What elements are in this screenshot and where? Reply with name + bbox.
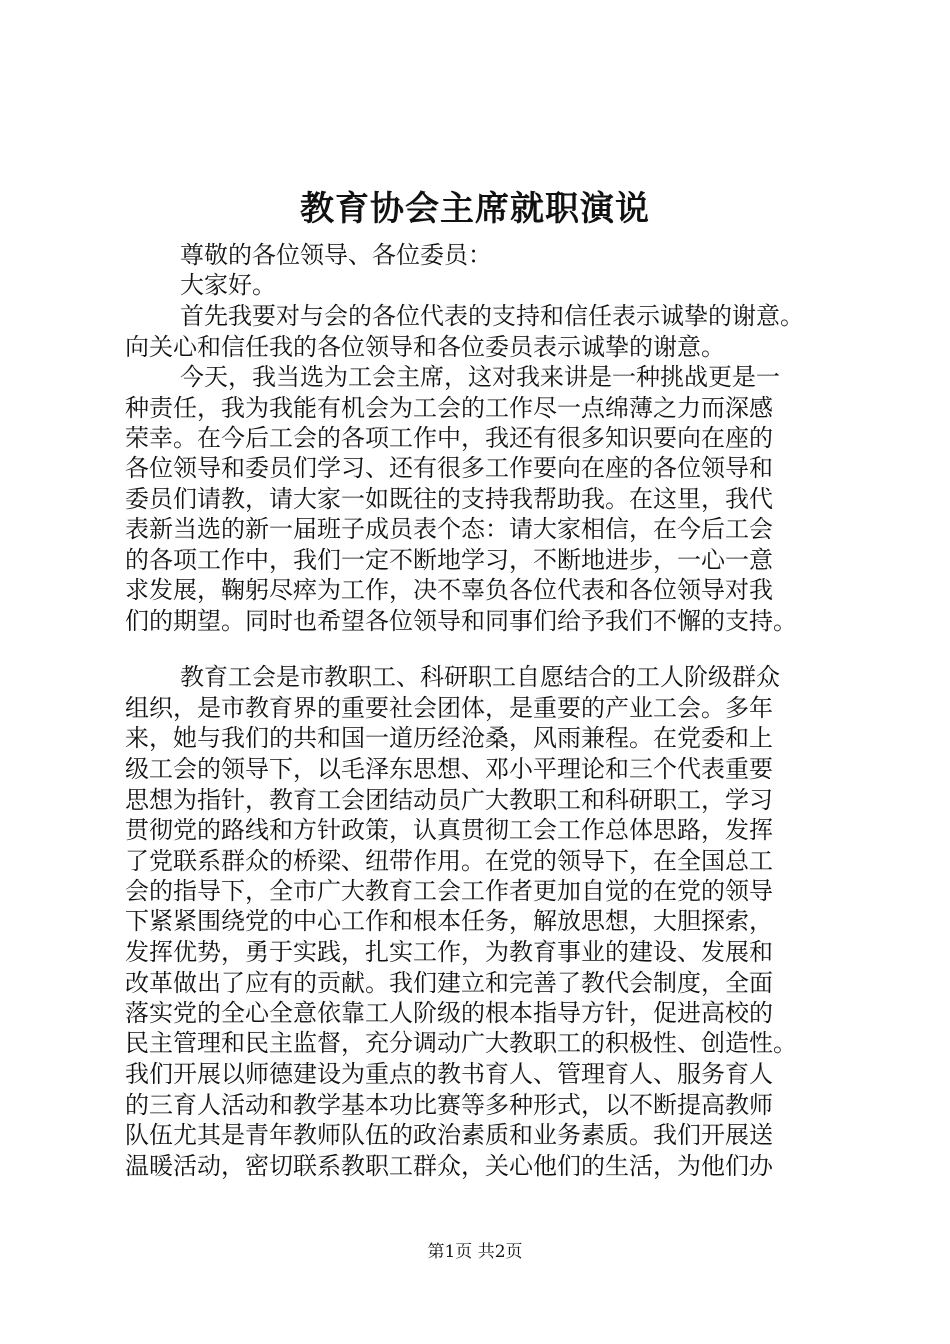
text-line: 组织，是市教育界的重要社会团体，是重要的产业工会。多年 bbox=[125, 694, 773, 722]
text-line: 表新当选的新一届班子成员表个态：请大家相信，在今后工会 bbox=[125, 515, 773, 543]
page-footer: 第1页 共2页 bbox=[427, 1242, 523, 1262]
text-line: 教育工会是市教职工、科研职工自愿结合的工人阶级群众 bbox=[180, 663, 780, 691]
text-line: 贯彻党的路线和方针政策，认真贯彻工会工作总体思路，发挥 bbox=[125, 816, 773, 844]
text-line: 落实党的全心全意依靠工人阶级的根本指导方针，促进高校的 bbox=[125, 999, 773, 1027]
text-line: 的三育人活动和教学基本功比赛等多种形式，以不断提高教师 bbox=[125, 1091, 773, 1119]
text-line: 民主管理和民主监督，充分调动广大教职工的积极性、创造性。 bbox=[125, 1029, 797, 1057]
text-line: 委员们请教，请大家一如既往的支持我帮助我。在这里，我代 bbox=[125, 485, 773, 513]
text-line: 发挥优势，勇于实践，扎实工作，为教育事业的建设、发展和 bbox=[125, 938, 773, 966]
text-line: 了党联系群众的桥梁、纽带作用。在党的领导下，在全国总工 bbox=[125, 847, 773, 875]
text-line: 向关心和信任我的各位领导和各位委员表示诚挚的谢意。 bbox=[125, 333, 725, 361]
document-title: 教育协会主席就职演说 bbox=[300, 189, 650, 229]
text-line: 改革做出了应有的贡献。我们建立和完善了教代会制度，全面 bbox=[125, 969, 773, 997]
text-line: 求发展，鞠躬尽瘁为工作，决不辜负各位代表和各位领导对我 bbox=[125, 576, 773, 604]
text-line: 荣幸。在今后工会的各项工作中，我还有很多知识要向在座的 bbox=[125, 424, 773, 452]
text-line: 种责任，我为我能有机会为工会的工作尽一点绵薄之力而深感 bbox=[125, 394, 773, 422]
text-line: 们的期望。同时也希望各位领导和同事们给予我们不懈的支持。 bbox=[125, 607, 797, 635]
text-line: 今天，我当选为工会主席，这对我来讲是一种挑战更是一 bbox=[180, 363, 780, 391]
text-line: 思想为指针，教育工会团结动员广大教职工和科研职工，学习 bbox=[125, 786, 773, 814]
text-line: 温暖活动，密切联系教职工群众，关心他们的生活，为他们办 bbox=[125, 1152, 773, 1180]
text-line: 的各项工作中，我们一定不断地学习，不断地进步，一心一意 bbox=[125, 546, 773, 574]
text-line: 各位领导和委员们学习、还有很多工作要向在座的各位领导和 bbox=[125, 454, 773, 482]
text-line: 来，她与我们的共和国一道历经沧桑，风雨兼程。在党委和上 bbox=[125, 724, 773, 752]
text-line: 大家好。 bbox=[180, 271, 276, 299]
text-line: 下紧紧围绕党的中心工作和根本任务，解放思想，大胆探索， bbox=[125, 907, 773, 935]
text-line: 我们开展以师德建设为重点的教书育人、管理育人、服务育人 bbox=[125, 1060, 773, 1088]
text-line: 尊敬的各位领导、各位委员： bbox=[180, 241, 492, 269]
text-line: 首先我要对与会的各位代表的支持和信任表示诚挚的谢意。 bbox=[180, 302, 804, 330]
text-line: 队伍尤其是青年教师队伍的政治素质和业务素质。我们开展送 bbox=[125, 1121, 773, 1149]
text-line: 级工会的领导下，以毛泽东思想、邓小平理论和三个代表重要 bbox=[125, 755, 773, 783]
text-line: 会的指导下，全市广大教育工会工作者更加自觉的在党的领导 bbox=[125, 877, 773, 905]
